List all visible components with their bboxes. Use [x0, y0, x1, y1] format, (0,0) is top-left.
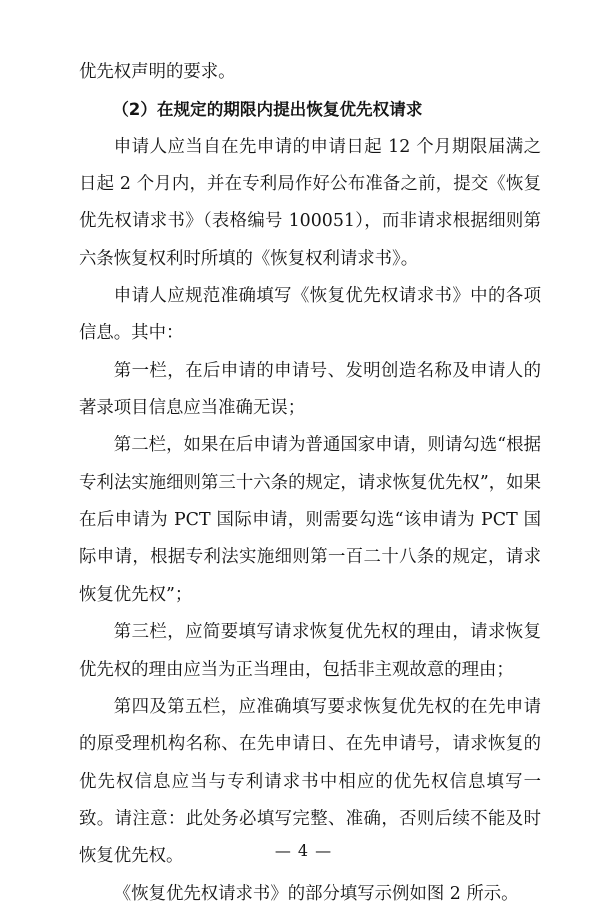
paragraph-column-three: 第三栏，应简要填写请求恢复优先权的理由，请求恢复优先权的理由应当为正当理由，包括非主观故意的理由； — [79, 622, 541, 680]
paragraph-deadline: 申请人应当自在先申请的申请日起 12 个月期限届满之日起 2 个月内，并在专利局作好公布准备之前，提交《恢复优先权请求书》（表格编号 100051），而非请求根据细则第六条恢复权利时所填的《恢复权利请求书》。 — [79, 136, 541, 269]
paragraph-continuation: 优先权声明的要求。 — [79, 62, 236, 82]
paragraph-column-two: 第二栏，如果在后申请为普通国家申请，则请勾选“根据专利法实施细则第三十六条的规定，请求恢复优先权”，如果在后申请为 PCT 国际申请，则需要勾选“该申请为 PCT 国际申请，根据专利法实施细则第一百二十八条的规定，请求恢复优先权”； — [79, 435, 541, 605]
paragraph-column-four-five: 第四及第五栏，应准确填写要求恢复优先权的在先申请的原受理机构名称、在先申请日、在先申请号，请求恢复的优先权信息应当与专利请求书中相应的优先权信息填写一致。请注意：此处务必填写完整、准确，否则后续不能及时恢复优先权。 — [79, 696, 541, 867]
paragraph-example-reference: 《恢复优先权请求书》的部分填写示例如图 2 所示。 — [113, 883, 519, 904]
page-number: — 4 — — [274, 841, 333, 860]
paragraph-fill-instructions: 申请人应规范准确填写《恢复优先权请求书》中的各项信息。其中： — [79, 286, 541, 344]
paragraph-column-one: 第一栏，在后申请的申请号、发明创造名称及申请人的著录项目信息应当准确无误； — [79, 360, 541, 419]
section-heading: （2）在规定的期限内提出恢复优先权请求 — [112, 100, 423, 120]
document-body — [79, 54, 541, 913]
